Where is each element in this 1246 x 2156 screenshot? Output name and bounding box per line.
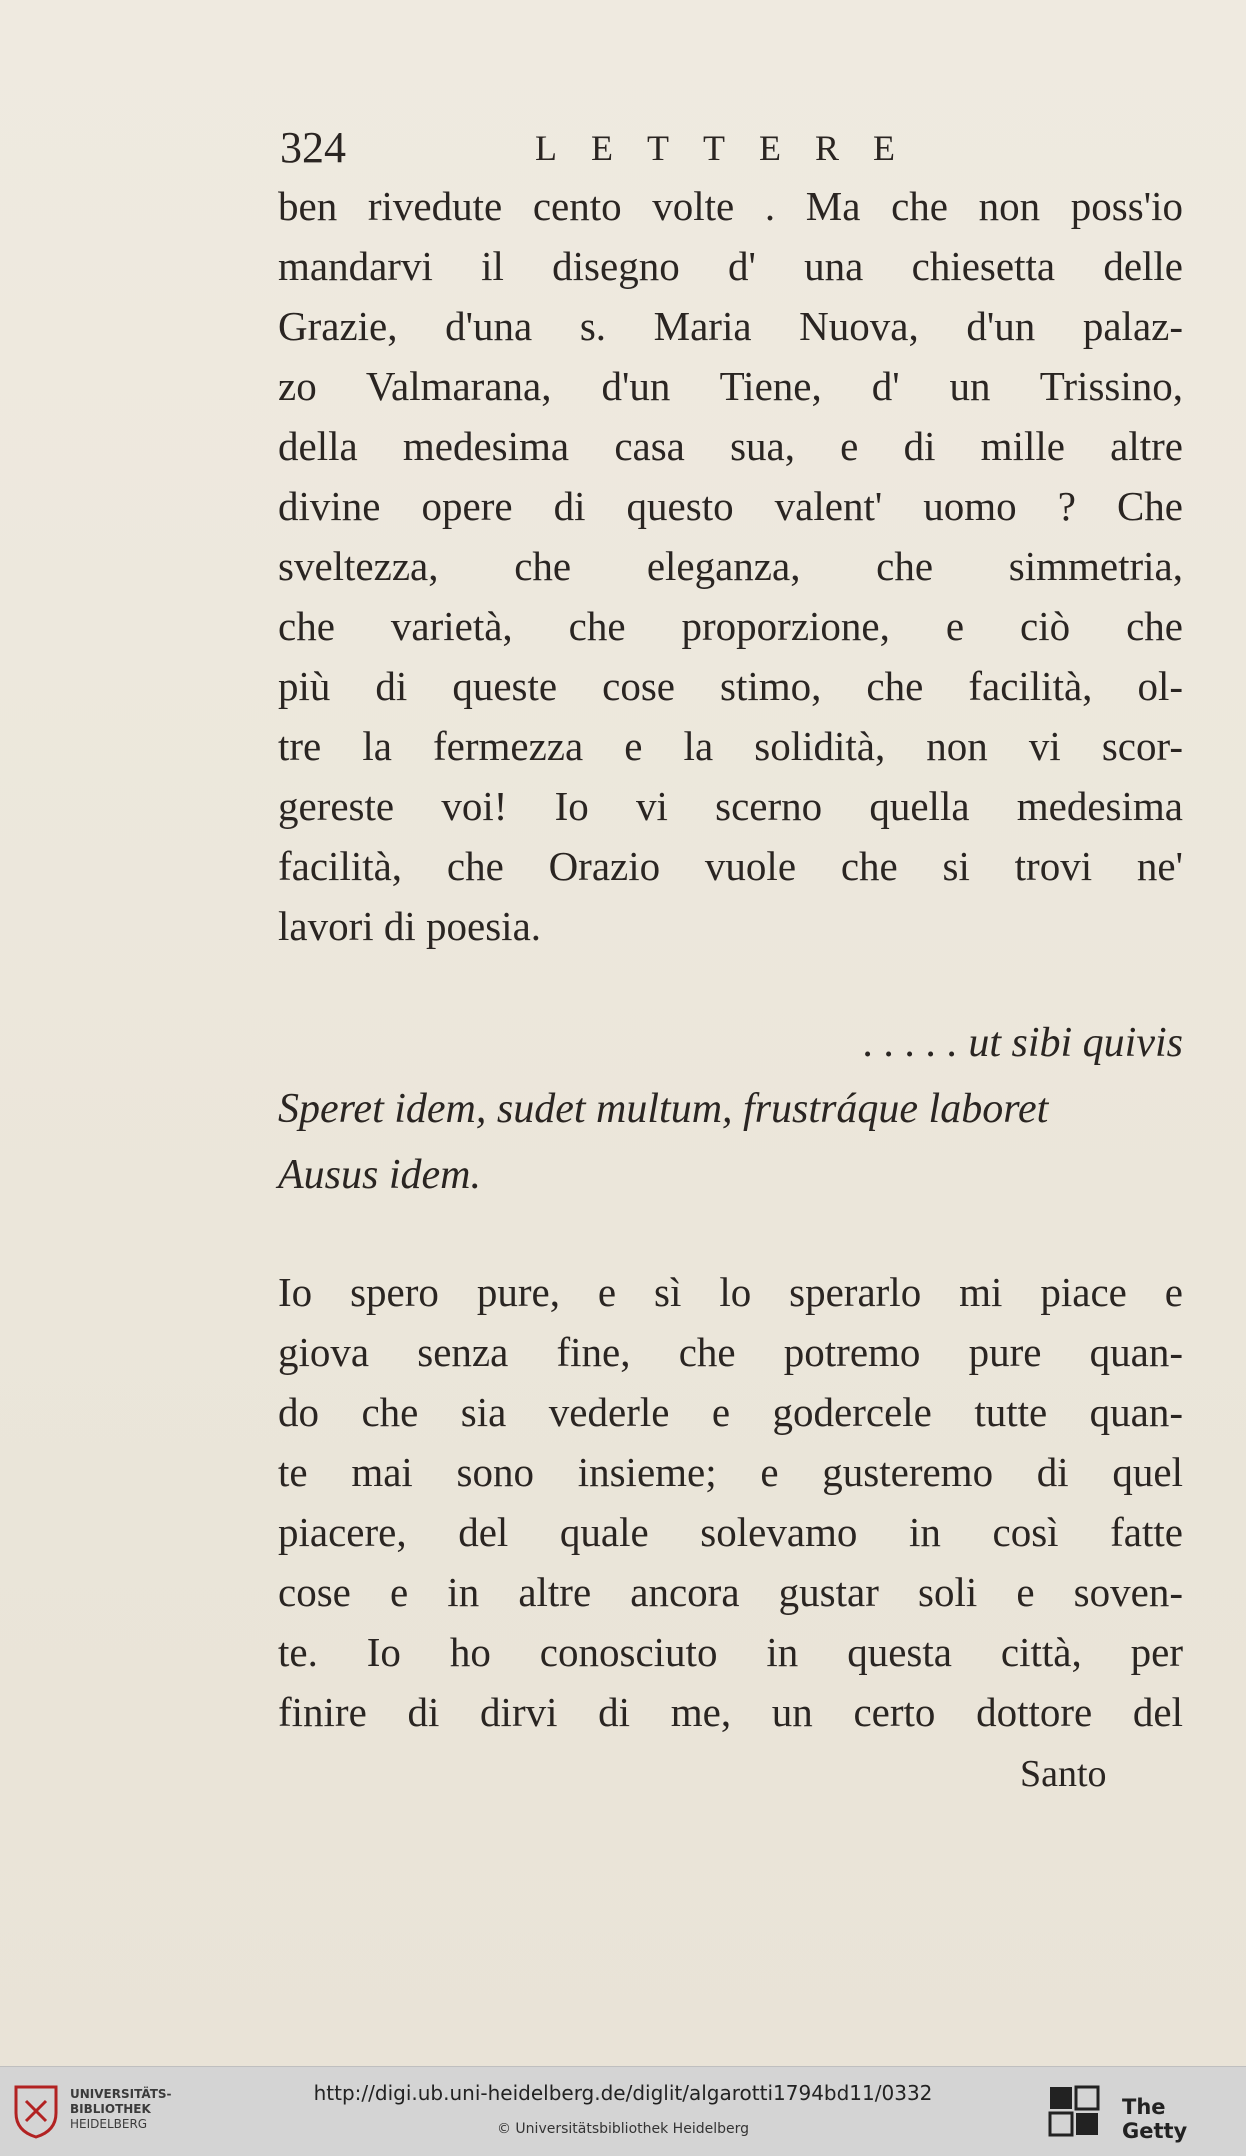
running-title: LETTERE (535, 128, 929, 168)
text-line: ben rivedute cento volte . Ma che non poss'io (278, 183, 1183, 229)
viewer-footer (0, 2066, 1246, 2156)
verse-line: . . . . . ut sibi quivis (863, 1020, 1183, 1066)
text-line: gereste voi! Io vi scerno quella medesima (278, 783, 1183, 829)
text-line: divine opere di questo valent' uomo ? Che (278, 483, 1183, 529)
permalink-url[interactable]: http://digi.ub.uni-heidelberg.de/diglit/algarotti1794bd11/0332 (313, 2081, 933, 2105)
page-header (280, 118, 1180, 178)
verse-line: Ausus idem. (278, 1152, 481, 1198)
library-name-line: BIBLIOTHEK (70, 2102, 151, 2116)
text-line: più di queste cose stimo, che facilità, ol- (278, 663, 1183, 709)
text-line: cose e in altre ancora gustar soli e soven- (278, 1569, 1183, 1615)
text-line: do che sia vederle e godercele tutte quan- (278, 1389, 1183, 1435)
text-line: piacere, del quale solevamo in così fatte (278, 1509, 1183, 1555)
text-line: tre la fermezza e la solidità, non vi scor- (278, 723, 1183, 769)
getty-mark-icon (1048, 2085, 1100, 2137)
text-line: te. Io ho conosciuto in questa città, per (278, 1629, 1183, 1675)
text-line: facilità, che Orazio vuole che si trovi ne' (278, 843, 1183, 889)
verse-line: Speret idem, sudet multum, frustráque laboret (278, 1086, 1049, 1132)
text-line: lavori di poesia. (278, 903, 542, 949)
paragraph-top (278, 176, 1183, 956)
text-line: che varietà, che proporzione, e ciò che (278, 603, 1183, 649)
copyright-notice: © Universitätsbibliothek Heidelberg (496, 2121, 749, 2137)
library-name-line: UNIVERSITÄTS- (70, 2087, 172, 2101)
latin-quotation (278, 1010, 1183, 1208)
text-line: mandarvi il disegno d' una chiesetta delle (278, 243, 1183, 289)
catchword: Santo (1020, 1753, 1107, 1795)
text-line: finire di dirvi di me, un certo dottore del (278, 1689, 1183, 1735)
paragraph-bottom (278, 1262, 1183, 1742)
page-number: 324 (280, 123, 346, 172)
text-line: Io spero pure, e sì lo sperarlo mi piace e (278, 1269, 1183, 1315)
text-line: zo Valmarana, d'un Tiene, d' un Trissino, (278, 363, 1183, 409)
text-line: della medesima casa sua, e di mille altre (278, 423, 1183, 469)
text-line: giova senza fine, che potremo pure quan- (278, 1329, 1183, 1375)
sponsor-name: The Getty (1122, 2095, 1188, 2143)
text-line: te mai sono insieme; e gusteremo di quel (278, 1449, 1183, 1495)
text-line: sveltezza, che eleganza, che simmetria, (278, 543, 1183, 589)
getty-logo[interactable] (1048, 2081, 1238, 2141)
library-name-line: HEIDELBERG (70, 2117, 148, 2131)
text-line: Grazie, d'una s. Maria Nuova, d'un palaz- (278, 303, 1183, 349)
